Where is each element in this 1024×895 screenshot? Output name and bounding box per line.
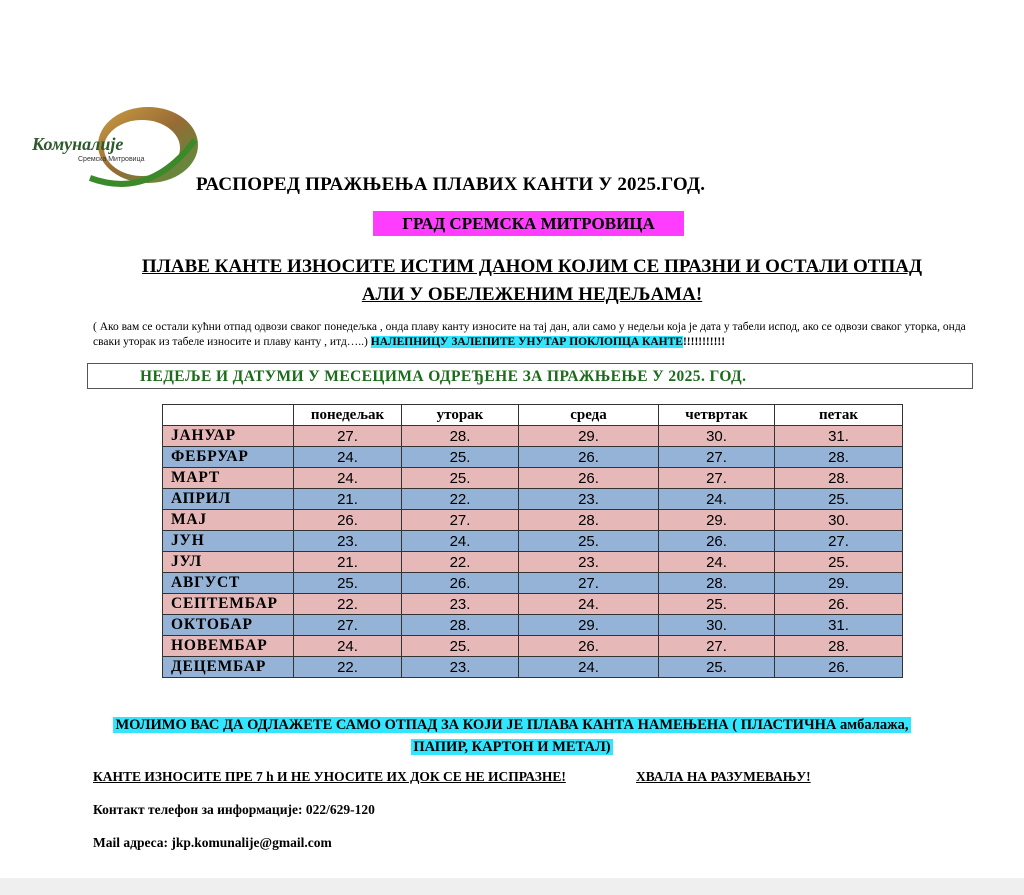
- day-cell: 28.: [775, 447, 903, 468]
- month-cell: ФЕБРУАР: [163, 447, 294, 468]
- day-cell: 29.: [519, 615, 659, 636]
- month-cell: АПРИЛ: [163, 489, 294, 510]
- day-cell: 28.: [775, 468, 903, 489]
- day-cell: 26.: [519, 636, 659, 657]
- thanks-note: ХВАЛА НА РАЗУМЕВАЊУ!: [636, 769, 811, 784]
- headline-line-2: АЛИ У ОБЕЛЕЖЕНИМ НЕДЕЉАМА!: [361, 284, 703, 305]
- month-cell: МАРТ: [163, 468, 294, 489]
- day-cell: 24.: [659, 489, 775, 510]
- header-monday: понедељак: [294, 405, 402, 426]
- day-cell: 25.: [402, 468, 519, 489]
- day-cell: 27.: [519, 573, 659, 594]
- day-cell: 31.: [775, 426, 903, 447]
- request-line-1: МОЛИМО ВАС ДА ОДЛАЖЕТЕ САМО ОТПАД ЗА КОЈИ ЈЕ ПЛАВА КАНТА НАМЕЊЕНА ( ПЛАСТИЧНА амбалажа,: [115, 717, 909, 733]
- table-header-row: [163, 405, 903, 426]
- schedule-table: [162, 404, 903, 678]
- table-row: [163, 552, 903, 573]
- day-cell: 25.: [775, 552, 903, 573]
- explanation-note: [93, 320, 973, 350]
- day-cell: 27.: [294, 615, 402, 636]
- table-row: [163, 615, 903, 636]
- table-row: [163, 510, 903, 531]
- day-cell: 25.: [294, 573, 402, 594]
- weeks-heading-box: [87, 363, 973, 389]
- pickup-instruction: КАНТЕ ИЗНОСИТЕ ПРЕ 7 h И НЕ УНОСИТЕ ИХ ДОК СЕ НЕ ИСПРАЗНЕ!: [93, 769, 566, 784]
- day-cell: 29.: [519, 426, 659, 447]
- header-thursday: четвртак: [659, 405, 775, 426]
- day-cell: 26.: [659, 531, 775, 552]
- day-cell: 29.: [775, 573, 903, 594]
- table-row: [163, 447, 903, 468]
- day-cell: 28.: [402, 426, 519, 447]
- day-cell: 26.: [519, 447, 659, 468]
- table-row: [163, 468, 903, 489]
- logo-subtitle: Сремска Митровица: [78, 156, 145, 163]
- day-cell: 22.: [294, 594, 402, 615]
- day-cell: 24.: [402, 531, 519, 552]
- day-cell: 23.: [294, 531, 402, 552]
- day-cell: 22.: [402, 489, 519, 510]
- note-text: ( Ако вам се остали кућни отпад одвози сваког понедељка , онда плаву канту износите на тај дан, али само у недељи која је дата у табели испод, ако се одвози сваког уторка, онда сваки уторак из табеле износите и плаву канту , итд…..): [93, 321, 966, 348]
- month-cell: ОКТОБАР: [163, 615, 294, 636]
- table-row: [163, 489, 903, 510]
- table-row: [163, 573, 903, 594]
- day-cell: 27.: [294, 426, 402, 447]
- day-cell: 23.: [402, 594, 519, 615]
- day-cell: 28.: [402, 615, 519, 636]
- day-cell: 27.: [402, 510, 519, 531]
- day-cell: 21.: [294, 489, 402, 510]
- table-row: [163, 594, 903, 615]
- day-cell: 24.: [294, 636, 402, 657]
- day-cell: 26.: [294, 510, 402, 531]
- day-cell: 25.: [659, 594, 775, 615]
- day-cell: 27.: [659, 468, 775, 489]
- logo-name: Комуналије: [32, 134, 124, 154]
- day-cell: 26.: [775, 594, 903, 615]
- month-cell: ЈУН: [163, 531, 294, 552]
- bottom-strip: [0, 878, 1024, 895]
- header-friday: петак: [775, 405, 903, 426]
- day-cell: 23.: [519, 489, 659, 510]
- day-cell: 25.: [775, 489, 903, 510]
- day-cell: 28.: [519, 510, 659, 531]
- day-cell: 23.: [519, 552, 659, 573]
- month-cell: ЈУЛ: [163, 552, 294, 573]
- table-row: [163, 657, 903, 678]
- header-empty: [163, 405, 294, 426]
- note-exclamations: !!!!!!!!!!!: [682, 336, 726, 348]
- weeks-heading: НЕДЕЉЕ И ДАТУМИ У МЕСЕЦИМА ОДРЕЂЕНЕ ЗА ПРАЖЊЕЊЕ У 2025. ГОД.: [140, 368, 747, 385]
- header-wednesday: среда: [519, 405, 659, 426]
- day-cell: 31.: [775, 615, 903, 636]
- request-note: [0, 714, 1024, 758]
- table-row: [163, 636, 903, 657]
- day-cell: 22.: [294, 657, 402, 678]
- day-cell: 30.: [659, 426, 775, 447]
- day-cell: 24.: [519, 657, 659, 678]
- request-line-2: ПАПИР, КАРТОН И МЕТАЛ): [413, 739, 611, 755]
- day-cell: 25.: [659, 657, 775, 678]
- day-cell: 25.: [519, 531, 659, 552]
- month-cell: ЈАНУАР: [163, 426, 294, 447]
- month-cell: МАЈ: [163, 510, 294, 531]
- day-cell: 24.: [519, 594, 659, 615]
- day-cell: 22.: [402, 552, 519, 573]
- day-cell: 24.: [294, 447, 402, 468]
- header-tuesday: уторак: [402, 405, 519, 426]
- table-row: [163, 531, 903, 552]
- headline-line-1: ПЛАВЕ КАНТЕ ИЗНОСИТЕ ИСТИМ ДАНОМ КОЈИМ СЕ ПРАЗНИ И ОСТАЛИ ОТПАД: [141, 256, 923, 277]
- contact-phone: Контакт телефон за информације: 022/629-120: [93, 802, 375, 817]
- month-cell: СЕПТЕМБАР: [163, 594, 294, 615]
- document-title: РАСПОРЕД ПРАЖЊЕЊА ПЛАВИХ КАНТИ У 2025.ГОД.: [196, 174, 706, 195]
- day-cell: 23.: [402, 657, 519, 678]
- day-cell: 30.: [775, 510, 903, 531]
- city-banner: ГРАД СРЕМСКА МИТРОВИЦА: [373, 211, 684, 236]
- day-cell: 27.: [659, 447, 775, 468]
- day-cell: 28.: [659, 573, 775, 594]
- month-cell: АВГУСТ: [163, 573, 294, 594]
- month-cell: НОВЕМБАР: [163, 636, 294, 657]
- day-cell: 30.: [659, 615, 775, 636]
- day-cell: 27.: [659, 636, 775, 657]
- day-cell: 26.: [775, 657, 903, 678]
- day-cell: 21.: [294, 552, 402, 573]
- day-cell: 24.: [294, 468, 402, 489]
- contact-email: Mail адреса: jkp.komunalije@gmail.com: [93, 835, 332, 850]
- table-row: [163, 426, 903, 447]
- day-cell: 28.: [775, 636, 903, 657]
- day-cell: 26.: [519, 468, 659, 489]
- day-cell: 25.: [402, 636, 519, 657]
- day-cell: 25.: [402, 447, 519, 468]
- day-cell: 24.: [659, 552, 775, 573]
- day-cell: 27.: [775, 531, 903, 552]
- day-cell: 29.: [659, 510, 775, 531]
- sticker-highlight: НАЛЕПНИЦУ ЗАЛЕПИТЕ УНУТАР ПОКЛОПЦА КАНТЕ: [370, 336, 683, 348]
- day-cell: 26.: [402, 573, 519, 594]
- month-cell: ДЕЦЕМБАР: [163, 657, 294, 678]
